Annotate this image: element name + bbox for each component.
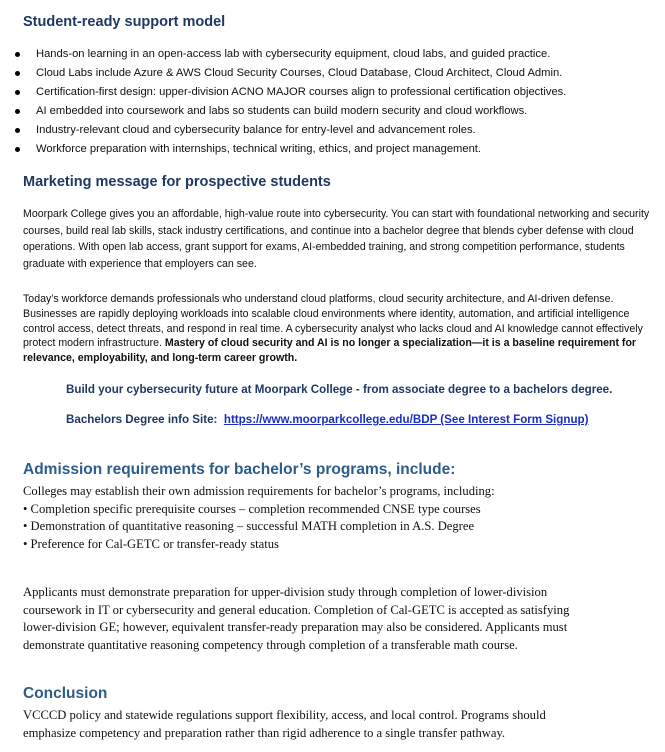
support-heading: Student-ready support model — [23, 14, 226, 30]
list-item: Workforce preparation with internships, technical writing, ethics, and project management. — [12, 140, 652, 159]
marketing-heading: Marketing message for prospective students — [23, 174, 331, 190]
marketing-paragraph-2: Today’s workforce demands professionals who understand cloud platforms, cloud security architecture, and AI-driven defense. Businesses are rapidly deploying workloads into scalable cloud environments where identity, automation, and artificial intelligence control access, detect threats, and respond in real time. A cybersecurity analyst who lacks cloud and AI knowledge cannot effectively protect modern infrastructure. Mastery of cloud security and AI is no longer a specialization—it is a baseline requirement for relevance, employability, and long-term career growth. — [23, 293, 643, 365]
conclusion-heading: Conclusion — [23, 685, 108, 702]
list-item: Hands-on learning in an open-access lab with cybersecurity equipment, cloud labs, and guided practice. — [12, 45, 652, 64]
support-list — [12, 45, 652, 159]
bullet-icon — [15, 90, 20, 95]
info-site-line — [66, 413, 588, 426]
admission-paragraph: Applicants must demonstrate preparation for upper-division study through completion of lower-division coursework in IT or cybersecurity and general education. Completion of Cal-GETC is accepted as satisfying lower-division GE; however, equivalent transfer-ready preparation may also be considered. Applicants must demonstrate quantitative reasoning competency through completion of a transferable math course. — [23, 585, 570, 653]
list-item: AI embedded into coursework and labs so students can build modern security and cloud workflows. — [12, 102, 652, 121]
bdp-link[interactable]: https://www.moorparkcollege.edu/BDP (See Interest Form Signup) — [223, 413, 589, 426]
marketing-paragraph-1: Moorpark College gives you an affordable, high-value route into cybersecurity. You can start with foundational networking and security courses, build real lab skills, stack industry certifications, and continue into a bachelor degree that blends cyber defense with cloud operations. With open lab access, grant support for exams, AI-embedded training, and strong competition performance, students graduate with experience that employers can see. — [23, 208, 650, 270]
bullet-icon — [15, 71, 20, 76]
admission-heading: Admission requirements for bachelor’s programs, include: — [23, 461, 456, 478]
list-item: Cloud Labs include Azure & AWS Cloud Security Courses, Cloud Database, Cloud Architect, Cloud Admin. — [12, 64, 652, 83]
bullet-icon — [15, 147, 20, 152]
callout-text: Build your cybersecurity future at Moorpark College - from associate degree to a bachelors degree. — [66, 383, 613, 396]
info-site-label: Bachelors Degree info Site: — [66, 413, 218, 426]
bullet-icon — [15, 128, 20, 133]
bullet-icon — [15, 52, 20, 57]
bullet-icon — [15, 109, 20, 114]
list-item: • Preference for Cal-GETC or transfer-ready status — [23, 537, 279, 552]
list-item: Industry-relevant cloud and cybersecurity balance for entry-level and advancement roles. — [12, 121, 652, 140]
admission-intro: Colleges may establish their own admission requirements for bachelor’s programs, including: — [23, 484, 495, 498]
list-item: • Demonstration of quantitative reasoning – successful MATH completion in A.S. Degree — [23, 519, 475, 534]
list-item: Certification-first design: upper-division ACNO MAJOR courses align to professional certification objectives. — [12, 83, 652, 102]
conclusion-paragraph: VCCCD policy and statewide regulations support flexibility, access, and local control. Programs should emphasize competency and preparation rather than rigid adherence to a single transfer pathway. — [23, 708, 546, 740]
list-item: • Completion specific prerequisite courses – completion recommended CNSE type courses — [23, 501, 481, 516]
admission-requirements — [23, 483, 648, 554]
